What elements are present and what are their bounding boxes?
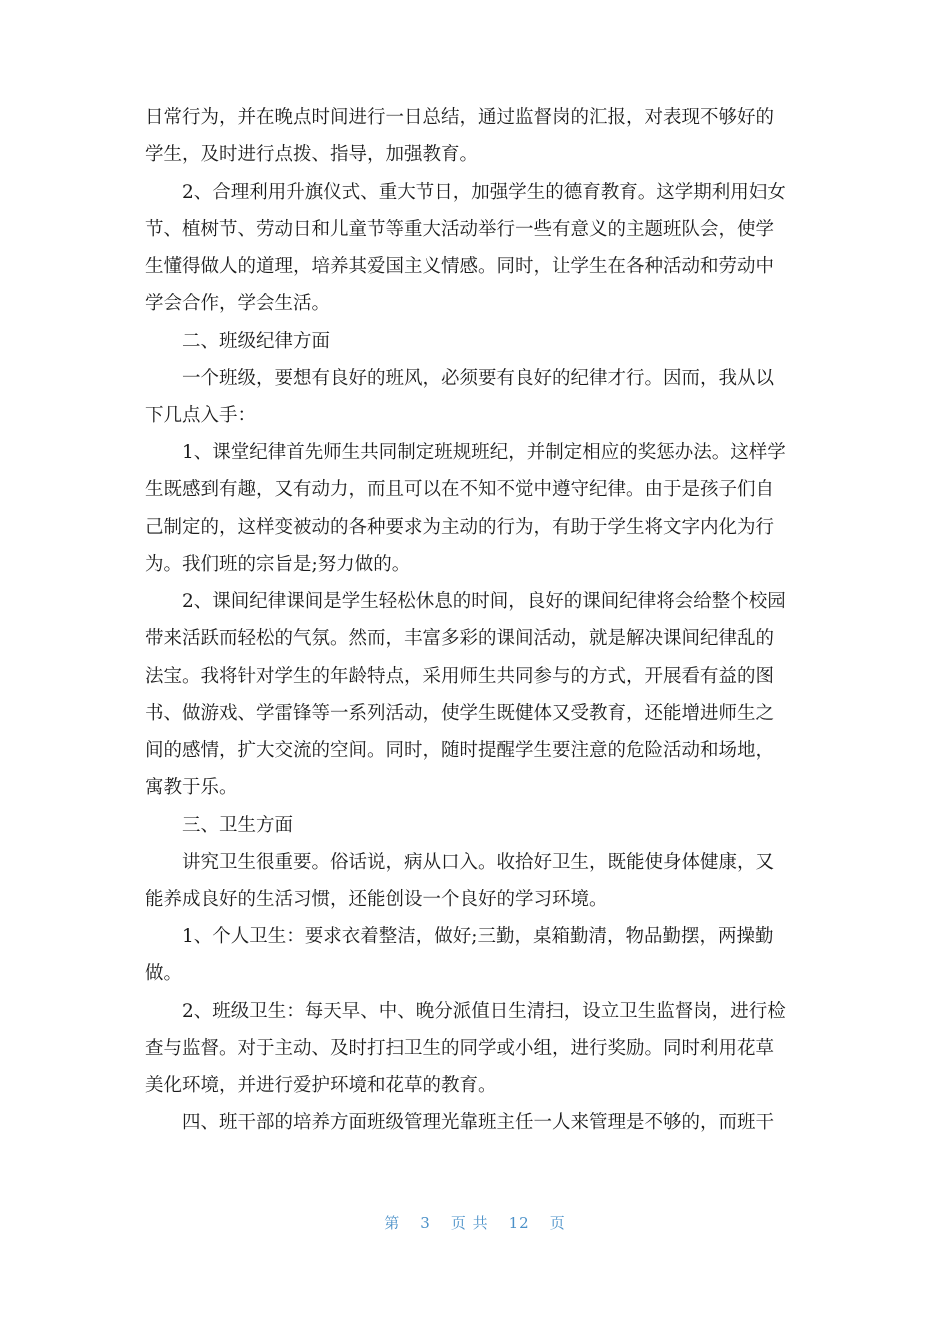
text-line: 生既感到有趣，又有动力，而且可以在不知不觉中遵守纪律。由于是孩子们自 — [145, 479, 775, 500]
section-heading: 二、班级纪律方面 — [145, 331, 331, 352]
footer-page-number: 3 — [420, 1214, 431, 1232]
text-line: 四、班干部的培养方面班级管理光靠班主任一人来管理是不够的，而班干 — [145, 1112, 775, 1133]
text-line: 1、课堂纪律首先师生共同制定班规班纪，并制定相应的奖惩办法。这样学 — [145, 442, 786, 463]
text-line: 查与监督。对于主动、及时打扫卫生的同学或小组，进行奖励。同时利用花草 — [145, 1038, 775, 1059]
text-line: 做。 — [145, 963, 183, 984]
text-line: 讲究卫生很重要。俗话说，病从口入。收拾好卫生，既能使身体健康，又 — [145, 852, 775, 873]
text-line: 节、植树节、劳动日和儿童节等重大活动举行一些有意义的主题班队会，使学 — [145, 219, 775, 240]
text-line: 1、个人卫生：要求衣着整洁，做好;三勤，桌箱勤清，物品勤摆，两操勤 — [145, 926, 774, 947]
text-line: 生懂得做人的道理，培养其爱国主义情感。同时，让学生在各种活动和劳动中 — [145, 256, 775, 277]
text-line: 学会合作，学会生活。 — [145, 293, 331, 314]
text-line: 间的感情，扩大交流的空间。同时，随时提醒学生要注意的危险活动和场地， — [145, 740, 775, 761]
text-line: 2、合理利用升旗仪式、重大节日，加强学生的德育教育。这学期利用妇女 — [145, 182, 786, 203]
text-line: 为。我们班的宗旨是;努力做的。 — [145, 554, 411, 575]
text-line: 寓教于乐。 — [145, 777, 238, 798]
footer-prefix: 第 — [384, 1214, 401, 1232]
text-line: 法宝。我将针对学生的年龄特点，采用师生共同参与的方式，开展看有益的图 — [145, 666, 775, 687]
page-footer — [0, 1212, 950, 1233]
text-line: 己制定的，这样变被动的各种要求为主动的行为，有助于学生将文字内化为行 — [145, 517, 775, 538]
footer-total-pages: 12 — [508, 1214, 530, 1232]
text-line: 一个班级，要想有良好的班风，必须要有良好的纪律才行。因而，我从以 — [145, 368, 775, 389]
text-line: 日常行为，并在晚点时间进行一日总结，通过监督岗的汇报，对表现不够好的 — [145, 107, 775, 128]
text-line: 美化环境，并进行爱护环境和花草的教育。 — [145, 1075, 497, 1096]
text-line: 学生，及时进行点拨、指导，加强教育。 — [145, 144, 479, 165]
footer-middle: 页 共 — [450, 1214, 489, 1232]
text-line: 带来活跃而轻松的气氛。然而，丰富多彩的课间活动，就是解决课间纪律乱的 — [145, 628, 775, 649]
footer-suffix: 页 — [549, 1214, 566, 1232]
text-line: 能养成良好的生活习惯，还能创设一个良好的学习环境。 — [145, 889, 608, 910]
text-line: 2、班级卫生：每天早、中、晚分派值日生清扫，设立卫生监督岗，进行检 — [145, 1001, 786, 1022]
text-line: 下几点入手： — [145, 405, 257, 426]
text-line: 2、课间纪律课间是学生轻松休息的时间，良好的课间纪律将会给整个校园 — [145, 591, 786, 612]
text-line: 书、做游戏、学雷锋等一系列活动，使学生既健体又受教育，还能增进师生之 — [145, 703, 775, 724]
section-heading: 三、卫生方面 — [145, 815, 294, 836]
